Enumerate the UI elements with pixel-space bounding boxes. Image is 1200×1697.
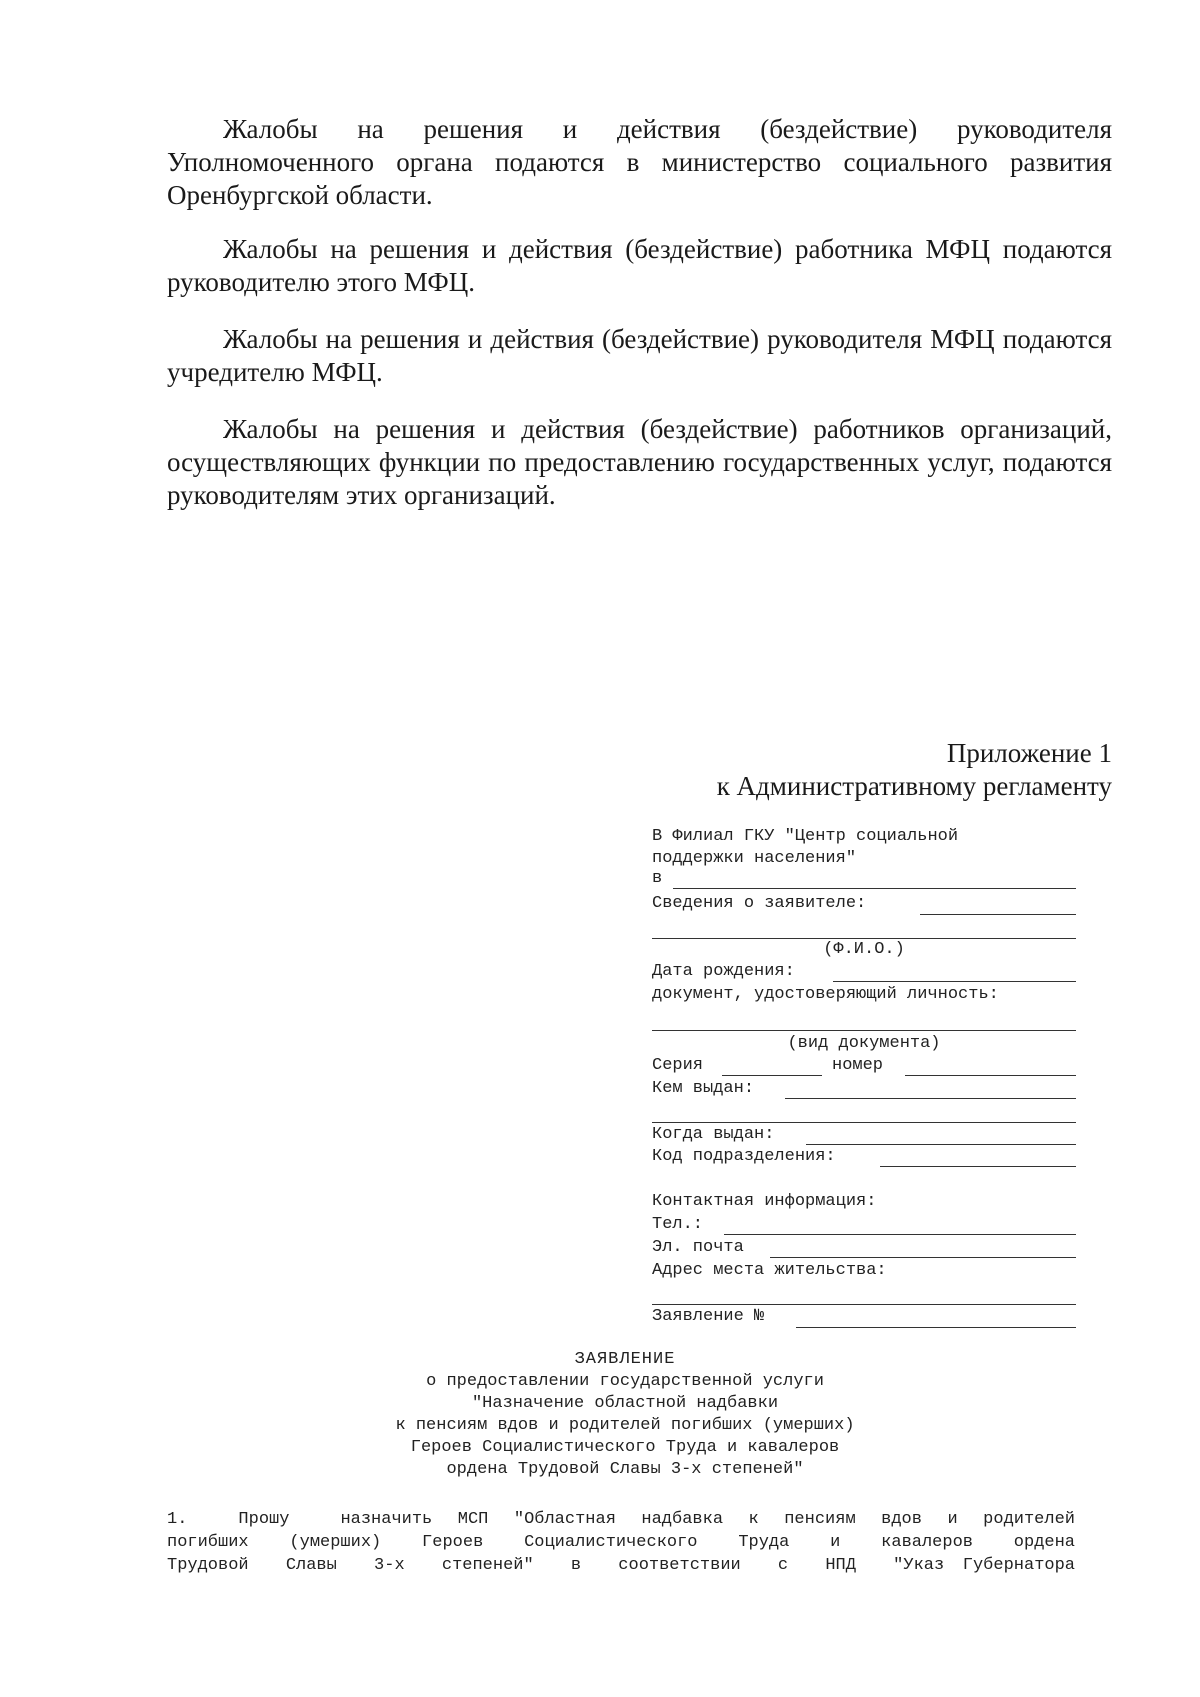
- email-label: Эл. почта: [652, 1238, 744, 1257]
- division-code-field[interactable]: [880, 1166, 1076, 1167]
- application-title: [300, 1349, 950, 1481]
- branch-field[interactable]: [673, 888, 1076, 889]
- applicant-label: Сведения о заявителе:: [652, 894, 867, 913]
- issued-when-label: Когда выдан:: [652, 1125, 775, 1144]
- fio-caption: (Ф.И.О.): [823, 940, 905, 959]
- series-field[interactable]: [722, 1075, 822, 1076]
- number-label: номер: [832, 1056, 884, 1075]
- in-label: в: [652, 869, 663, 888]
- issued-by-field-2[interactable]: [652, 1122, 1076, 1123]
- document-type-caption: (вид документа): [787, 1034, 941, 1053]
- address-field[interactable]: [652, 1304, 1076, 1305]
- application-number-label: Заявление №: [652, 1307, 765, 1326]
- application-title-line-1: о предоставлении государственной услуги: [426, 1372, 824, 1391]
- issued-by-field[interactable]: [785, 1098, 1076, 1099]
- addressee-line-1: В Филиал ГКУ "Центр социальной: [652, 827, 959, 846]
- phone-label: Тел.:: [652, 1215, 704, 1234]
- series-label: Серия: [652, 1056, 704, 1075]
- request-line-3: Трудовой Славы 3-х степеней" в соответствии с НПД "Указ Губернатора: [167, 1556, 1075, 1575]
- appendix-number: Приложение 1: [946, 738, 1112, 768]
- division-code-label: Код подразделения:: [652, 1147, 836, 1166]
- application-title-line-2: "Назначение областной надбавки: [471, 1394, 779, 1413]
- phone-field[interactable]: [724, 1234, 1076, 1235]
- email-field[interactable]: [770, 1257, 1076, 1258]
- complaint-paragraph-3: Жалобы на решения и действия (бездействие) руководителя МФЦ подаются учредителю МФЦ.: [167, 324, 1112, 387]
- document-type-field[interactable]: [652, 1030, 1076, 1031]
- address-label: Адрес места жительства:: [652, 1261, 887, 1280]
- id-document-label: документ, удостоверяющий личность:: [652, 985, 999, 1004]
- application-number-field[interactable]: [796, 1327, 1076, 1328]
- application-title-line-5: ордена Трудовой Славы 3-х степеней": [446, 1460, 804, 1479]
- application-heading: ЗАЯВЛЕНИЕ: [574, 1350, 676, 1369]
- complaint-paragraph-1: Жалобы на решения и действия (бездействие) руководителя Уполномоченного органа подаются в министерство социального развития Оренбургской области.: [167, 114, 1112, 210]
- request-line-2: погибших (умерших) Героев Социалистического Труда и кавалеров ордена: [167, 1533, 1075, 1552]
- addressee-line-2: поддержки населения": [652, 849, 857, 868]
- complaint-paragraph-2: Жалобы на решения и действия (бездействие) работника МФЦ подаются руководителю этого МФЦ.: [167, 234, 1112, 297]
- birth-date-field[interactable]: [833, 981, 1076, 982]
- contact-info-label: Контактная информация:: [652, 1192, 877, 1211]
- number-field[interactable]: [905, 1075, 1076, 1076]
- birth-date-label: Дата рождения:: [652, 962, 795, 981]
- appendix-reference: к Административному регламенту: [716, 771, 1112, 801]
- issued-by-label: Кем выдан:: [652, 1079, 755, 1098]
- issued-when-field[interactable]: [806, 1144, 1076, 1145]
- applicant-field[interactable]: [920, 914, 1076, 915]
- complaint-paragraph-4: Жалобы на решения и действия (бездействие) работников организаций, осуществляющих функции по предоставлению государственных услуг, подаются руководителям этих организаций.: [167, 414, 1112, 510]
- application-title-line-3: к пенсиям вдов и родителей погибших (умерших): [395, 1416, 855, 1435]
- request-line-1: 1. Прошу назначить МСП "Областная надбавка к пенсиям вдов и родителей: [167, 1510, 1075, 1529]
- application-title-line-4: Героев Социалистического Труда и кавалеров: [410, 1438, 840, 1457]
